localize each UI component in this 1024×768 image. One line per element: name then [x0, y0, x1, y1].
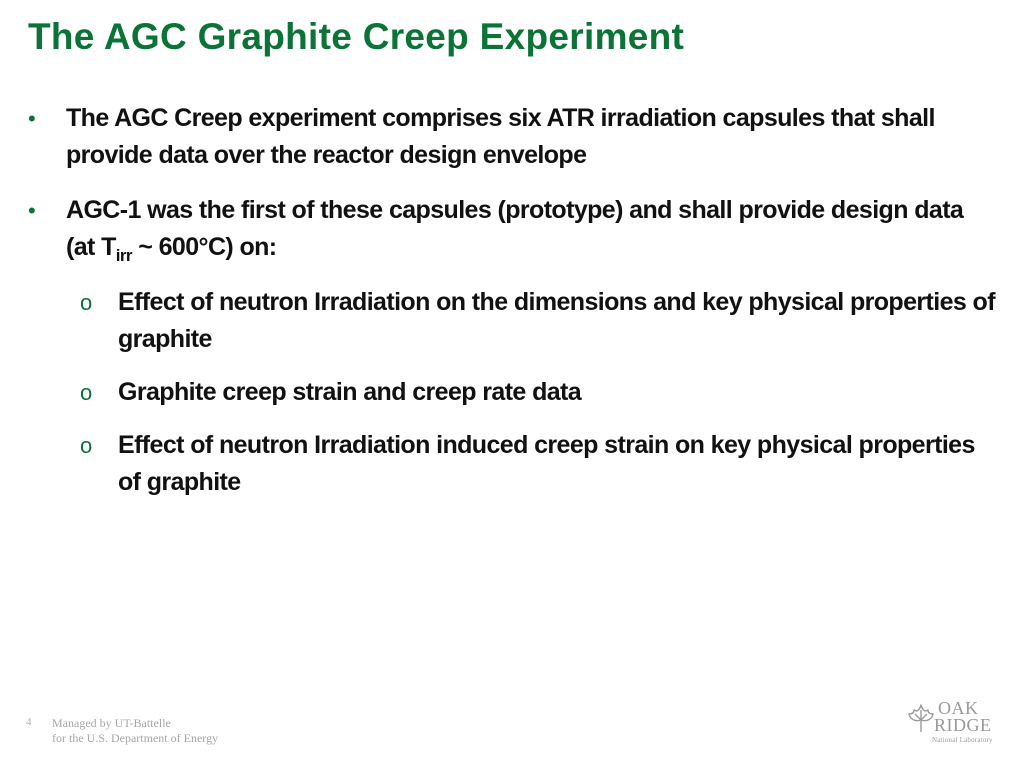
sub-bullet-item [28, 427, 998, 501]
slide-body [28, 100, 998, 517]
sub-bullet-text: Effect of neutron Irradiation on the dimensions and key physical properties of graphite [118, 288, 995, 353]
sub-bullet-marker: o [80, 433, 92, 458]
ornl-logo [906, 698, 1002, 748]
sub-bullet-text: Effect of neutron Irradiation induced creep strain on key physical properties of graphite [118, 431, 975, 496]
footer-management [52, 716, 218, 746]
bullet-item [28, 100, 998, 174]
page-number: 4 [26, 716, 32, 728]
logo-text-oak: OAK [938, 698, 979, 718]
leaf-icon [906, 702, 936, 734]
sub-bullet-marker: o [80, 380, 92, 405]
logo-text-ridge: RIDGE [934, 715, 992, 735]
sub-bullet-item [28, 284, 998, 358]
bullet-item [28, 192, 998, 266]
sub-bullet-text: Graphite creep strain and creep rate data [118, 378, 582, 406]
sub-bullet-marker: o [80, 290, 92, 315]
bullet-text: The AGC Creep experiment comprises six ATR irradiation capsules that shall provide data over the reactor design envelope [66, 104, 935, 169]
slide-title: The AGC Graphite Creep Experiment [28, 16, 685, 57]
bullet-text-start: AGC-1 was the first of these capsules (prototype) and shall provide design data (at T [66, 196, 964, 261]
footer-line-1: Managed by UT-Battelle [52, 716, 171, 730]
bullet-text-end: ~ 600°C) on: [131, 233, 277, 261]
bullet-marker: • [28, 106, 36, 131]
bullet-text [66, 196, 964, 265]
bullet-marker: • [28, 198, 36, 223]
logo-text-lab: National Laboratory [932, 736, 993, 744]
sub-bullet-item [28, 374, 998, 411]
footer-line-2: for the U.S. Department of Energy [52, 731, 219, 745]
subscript-irr: irr [115, 246, 132, 265]
sub-bullet-list [28, 284, 998, 501]
